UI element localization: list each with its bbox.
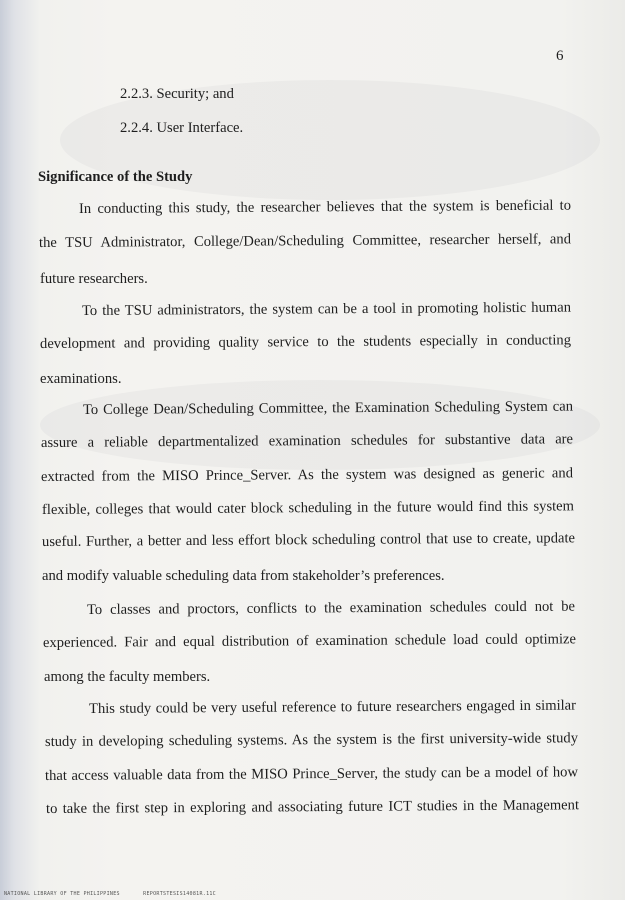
paragraph-line: and modify valuable scheduling data from stakeholder’s preferences. (42, 568, 445, 584)
footer-library: NATIONAL LIBRARY OF THE PHILIPPINES (4, 891, 120, 897)
list-item-user-interface: 2.2.4. User Interface. (120, 120, 244, 136)
paragraph-line: extracted from the MISO Prince_Server. As the system was designed as generic and (40, 465, 574, 485)
paragraph-line: useful. Further, a better and less effort block scheduling control that use to create, update (41, 530, 576, 550)
paragraph-line: experienced. Fair and equal distribution of examination schedule load could optimize (42, 631, 577, 651)
section-heading: Significance of the Study (38, 169, 193, 185)
page-number: 6 (556, 48, 564, 64)
paragraph-line: examinations. (40, 371, 122, 387)
paragraph-line: that access valuable data from the MISO Prince_Server, the study can be a model of how (44, 764, 579, 784)
paragraph-line: assure a reliable departmentalized examination schedules for substantive data are (40, 431, 574, 451)
paragraph-line: future researchers. (40, 271, 148, 287)
footer-code: REPORTSTESIS14081R.11C (143, 891, 216, 897)
list-item-security: 2.2.3. Security; and (120, 86, 234, 102)
paragraph-line: This study could be very useful reference to future researchers engaged in similar (88, 697, 577, 717)
paragraph-line: among the faculty members. (44, 669, 211, 685)
paragraph-line: To classes and proctors, conflicts to the examination schedules could not be (86, 598, 576, 618)
paragraph-line: to take the first step in exploring and associating future ICT studies in the Management (45, 797, 580, 817)
paragraph-line: flexible, colleges that would cater block scheduling in the future would find this system (41, 498, 575, 518)
paragraph-line: In conducting this study, the researcher believes that the system is beneficial to (78, 197, 572, 217)
paragraph-line: development and providing quality service to the students especially in conducting (39, 332, 572, 352)
paragraph-line: the TSU Administrator, College/Dean/Scheduling Committee, researcher herself, and (38, 231, 572, 251)
paragraph-line: study in developing scheduling systems. As the system is the first university-wide study (44, 730, 579, 750)
paragraph-line: To College Dean/Scheduling Committee, the Examination Scheduling System can (82, 398, 574, 418)
bleed-through-shadow (40, 380, 600, 470)
scan-footer (4, 891, 236, 897)
paragraph-line: To the TSU administrators, the system can be a tool in promoting holistic human (81, 299, 572, 319)
